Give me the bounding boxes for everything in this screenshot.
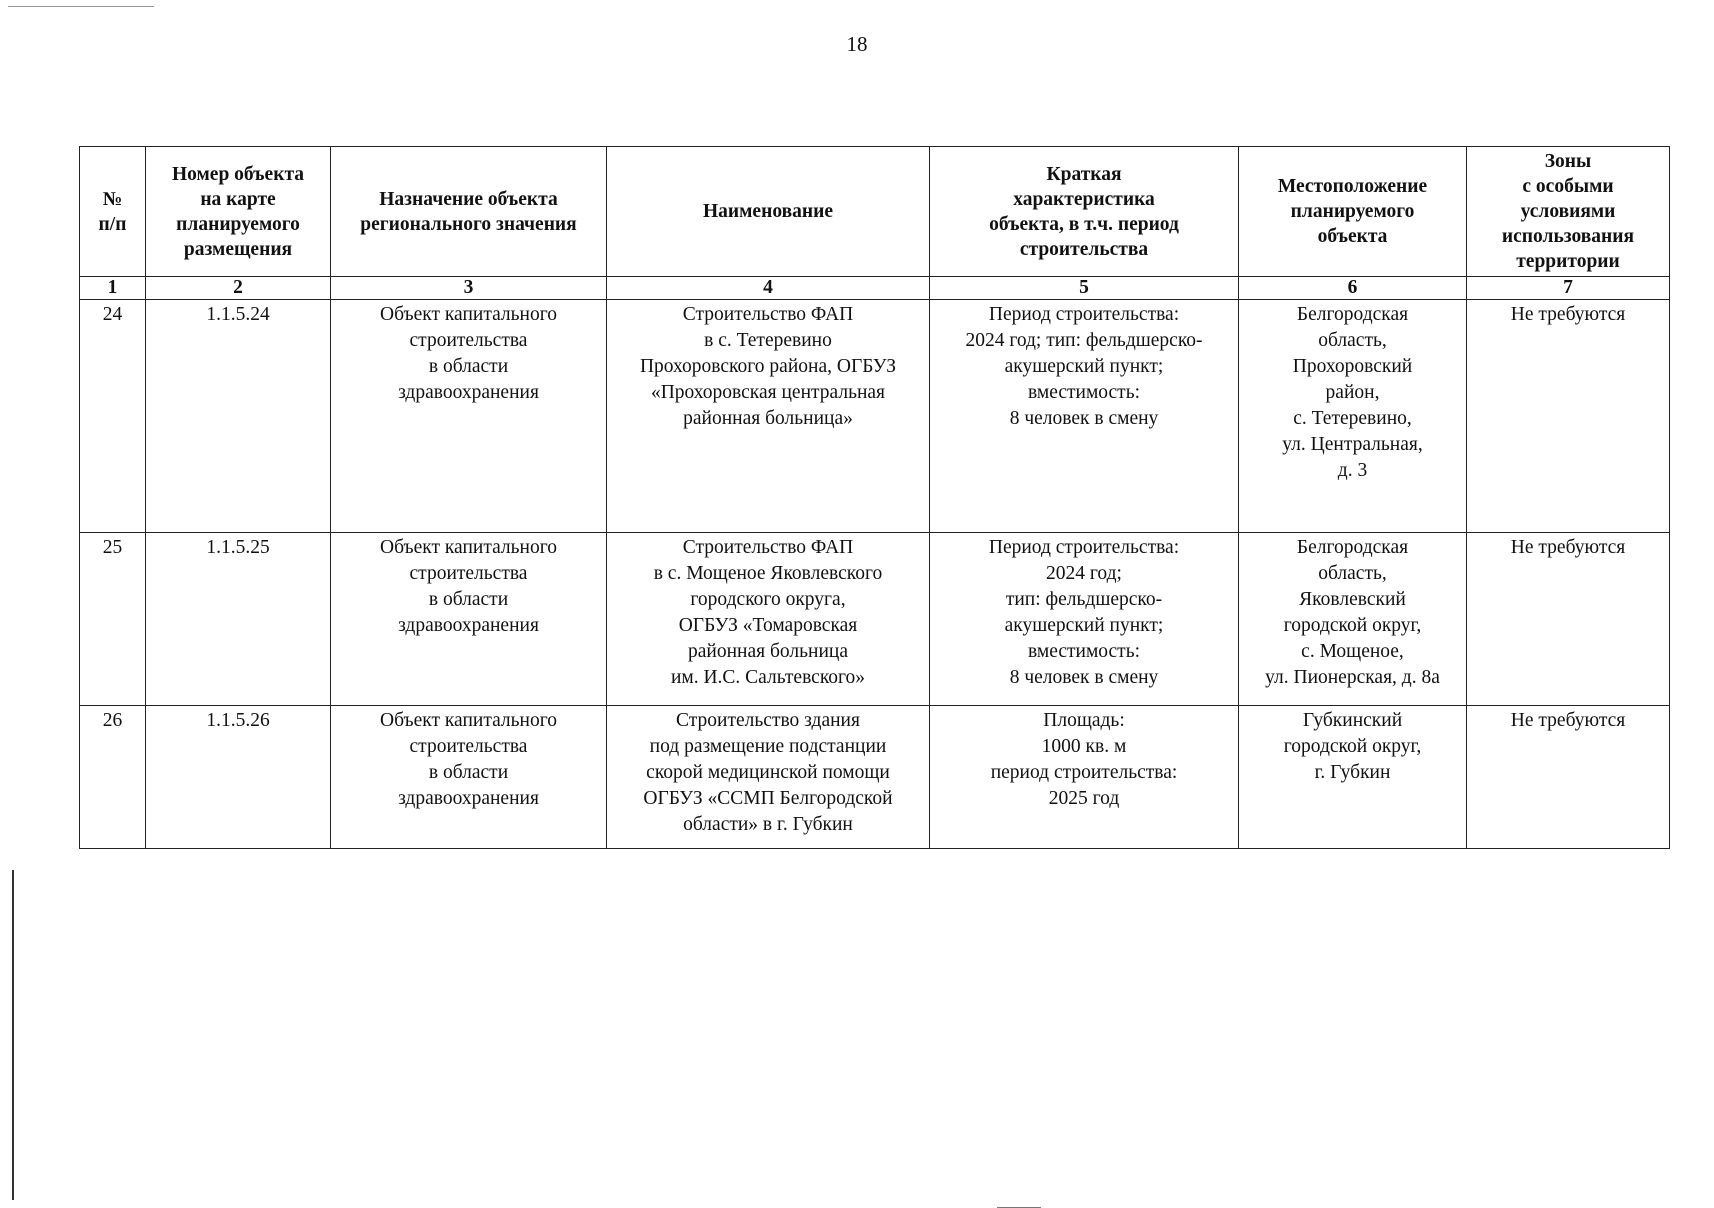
top-margin-rule	[8, 6, 154, 7]
purpose-cell	[331, 706, 607, 849]
cell-line: район,	[1325, 382, 1380, 403]
cell-line: 8 человек в смену	[1009, 408, 1159, 429]
header-line: с особыми	[1522, 176, 1614, 197]
location-cell	[1239, 533, 1467, 706]
column-number-cell: 4	[607, 277, 930, 300]
column-number-cell: 1	[80, 277, 146, 300]
cell-line: 1000 кв. м	[1041, 736, 1127, 757]
cell-line: период строительства:	[990, 762, 1178, 783]
cell-line: Прохоровского района, ОГБУЗ	[639, 356, 897, 377]
cell-line: Губкинский	[1302, 710, 1403, 731]
column-number-cell: 5	[930, 277, 1239, 300]
header-cell	[331, 147, 607, 277]
zones-cell	[1467, 533, 1670, 706]
cell-line: здравоохранения	[398, 615, 539, 636]
cell-line: в с. Мощеное Яковлевского	[653, 563, 883, 584]
cell-line: под размещение подстанции	[649, 736, 887, 757]
column-number-cell: 6	[1239, 277, 1467, 300]
header-line: Назначение объекта	[379, 188, 558, 210]
column-number-cell: 2	[146, 277, 331, 300]
header-cell	[607, 147, 930, 277]
cell-line: с. Мощеное,	[1301, 641, 1404, 662]
row-number-cell: 25	[80, 533, 146, 706]
cell-line: область,	[1318, 330, 1387, 351]
purpose-cell	[331, 300, 607, 533]
cell-line: с. Тетеревино,	[1293, 408, 1412, 429]
cell-line: 2025 год	[1048, 788, 1120, 809]
cell-line: Строительство здания	[676, 710, 860, 731]
header-line: регионального значения	[360, 213, 577, 235]
cell-line: Строительство ФАП	[682, 537, 854, 558]
map-number-cell: 1.1.5.24	[146, 300, 331, 533]
cell-line: Прохоровский	[1292, 356, 1413, 377]
cell-line: в области	[428, 356, 509, 377]
cell-line: районная больница»	[683, 408, 853, 429]
table-row	[80, 706, 1670, 849]
cell-line: вместимость:	[1027, 382, 1141, 403]
cell-line: область,	[1318, 563, 1387, 584]
cell-line: Период строительства:	[988, 537, 1180, 558]
cell-line: тип: фельдшерско-	[1005, 589, 1163, 610]
cell-line: Объект капитального	[380, 710, 557, 731]
cell-line: Объект капитального	[380, 537, 557, 558]
header-line: планируемого	[1290, 201, 1415, 222]
cell-line: Белгородская	[1296, 537, 1409, 558]
header-line: Краткая	[1046, 163, 1122, 185]
cell-line: Не требуются	[1510, 304, 1626, 325]
cell-line: Не требуются	[1510, 710, 1626, 731]
row-number-cell: 26	[80, 706, 146, 849]
zones-cell	[1467, 706, 1670, 849]
cell-line: районная больница	[688, 641, 848, 662]
cell-line: им. И.С. Сальтевского»	[670, 667, 866, 688]
cell-line: д. 3	[1337, 460, 1368, 481]
cell-line: г. Губкин	[1314, 762, 1391, 783]
cell-line: строительства	[409, 330, 528, 351]
header-line: п/п	[98, 213, 127, 235]
cell-line: ОГБУЗ «Томаровская	[678, 615, 858, 636]
cell-line: ул. Пионерская, д. 8а	[1265, 667, 1440, 688]
header-line: Номер объекта	[171, 163, 305, 185]
header-line: Зоны	[1544, 151, 1592, 172]
header-line: №	[102, 188, 123, 210]
header-line: Местоположение	[1277, 176, 1428, 197]
planned-objects-table	[79, 146, 1670, 849]
row-number-cell: 24	[80, 300, 146, 533]
cell-line: акушерский пункт;	[1004, 615, 1164, 636]
cell-line: городской округ,	[1283, 736, 1422, 757]
header-line: строительства	[1019, 238, 1149, 260]
column-number-cell: 3	[331, 277, 607, 300]
cell-line: Яковлевский	[1299, 589, 1406, 610]
cell-line: Площадь:	[1043, 710, 1125, 731]
header-line: условиями	[1520, 201, 1616, 222]
characteristics-cell	[930, 706, 1239, 849]
page-number: 18	[846, 32, 868, 56]
header-line: характеристика	[1013, 188, 1155, 210]
table-row	[80, 300, 1670, 533]
name-cell	[607, 706, 930, 849]
cell-line: в с. Тетеревино	[704, 330, 832, 351]
cell-line: Объект капитального	[380, 304, 557, 325]
cell-line: 2024 год;	[1046, 563, 1122, 584]
header-line: Наименование	[703, 201, 833, 222]
name-cell	[607, 533, 930, 706]
location-cell	[1239, 706, 1467, 849]
map-number-cell: 1.1.5.25	[146, 533, 331, 706]
cell-line: строительства	[409, 563, 528, 584]
cell-line: акушерский пункт;	[1004, 356, 1164, 377]
column-number-cell: 7	[1467, 277, 1670, 300]
cell-line: строительства	[409, 736, 528, 757]
header-cell	[1239, 147, 1467, 277]
cell-line: 8 человек в смену	[1009, 667, 1159, 688]
cell-line: здравоохранения	[398, 382, 539, 403]
name-cell	[607, 300, 930, 533]
cell-line: скорой медицинской помощи	[646, 762, 890, 783]
cell-line: в области	[428, 762, 509, 783]
map-number-cell: 1.1.5.26	[146, 706, 331, 849]
table-row	[80, 533, 1670, 706]
cell-line: ул. Центральная,	[1282, 434, 1423, 455]
binding-margin-line	[12, 870, 14, 1200]
cell-line: «Прохоровская центральная	[650, 382, 886, 403]
header-line: территории	[1516, 251, 1620, 272]
header-cell	[930, 147, 1239, 277]
cell-line: здравоохранения	[398, 788, 539, 809]
cell-line: Не требуются	[1510, 537, 1626, 558]
header-line: размещения	[183, 238, 293, 260]
header-cell	[146, 147, 331, 277]
header-line: объекта	[1317, 226, 1388, 247]
header-line: на карте	[200, 188, 276, 210]
table-header-row	[80, 147, 1670, 277]
characteristics-cell	[930, 533, 1239, 706]
header-line: использования	[1501, 226, 1635, 247]
header-cell	[80, 147, 146, 277]
column-number-row	[80, 277, 1670, 300]
cell-line: Белгородская	[1296, 304, 1409, 325]
cell-line: вместимость:	[1027, 641, 1141, 662]
header-line: планируемого	[176, 213, 300, 235]
header-line: объекта, в т.ч. период	[989, 213, 1179, 235]
location-cell	[1239, 300, 1467, 533]
cell-line: области» в г. Губкин	[683, 814, 853, 835]
cell-line: Период строительства:	[988, 304, 1180, 325]
cell-line: в области	[428, 589, 509, 610]
cell-line: городской округ,	[1283, 615, 1422, 636]
zones-cell	[1467, 300, 1670, 533]
cell-line: городского округа,	[690, 589, 846, 610]
cell-line: Строительство ФАП	[682, 304, 854, 325]
purpose-cell	[331, 533, 607, 706]
cell-line: 2024 год; тип: фельдшерско-	[965, 330, 1203, 351]
header-cell	[1467, 147, 1670, 277]
cell-line: ОГБУЗ «ССМП Белгородской	[643, 788, 893, 809]
characteristics-cell	[930, 300, 1239, 533]
